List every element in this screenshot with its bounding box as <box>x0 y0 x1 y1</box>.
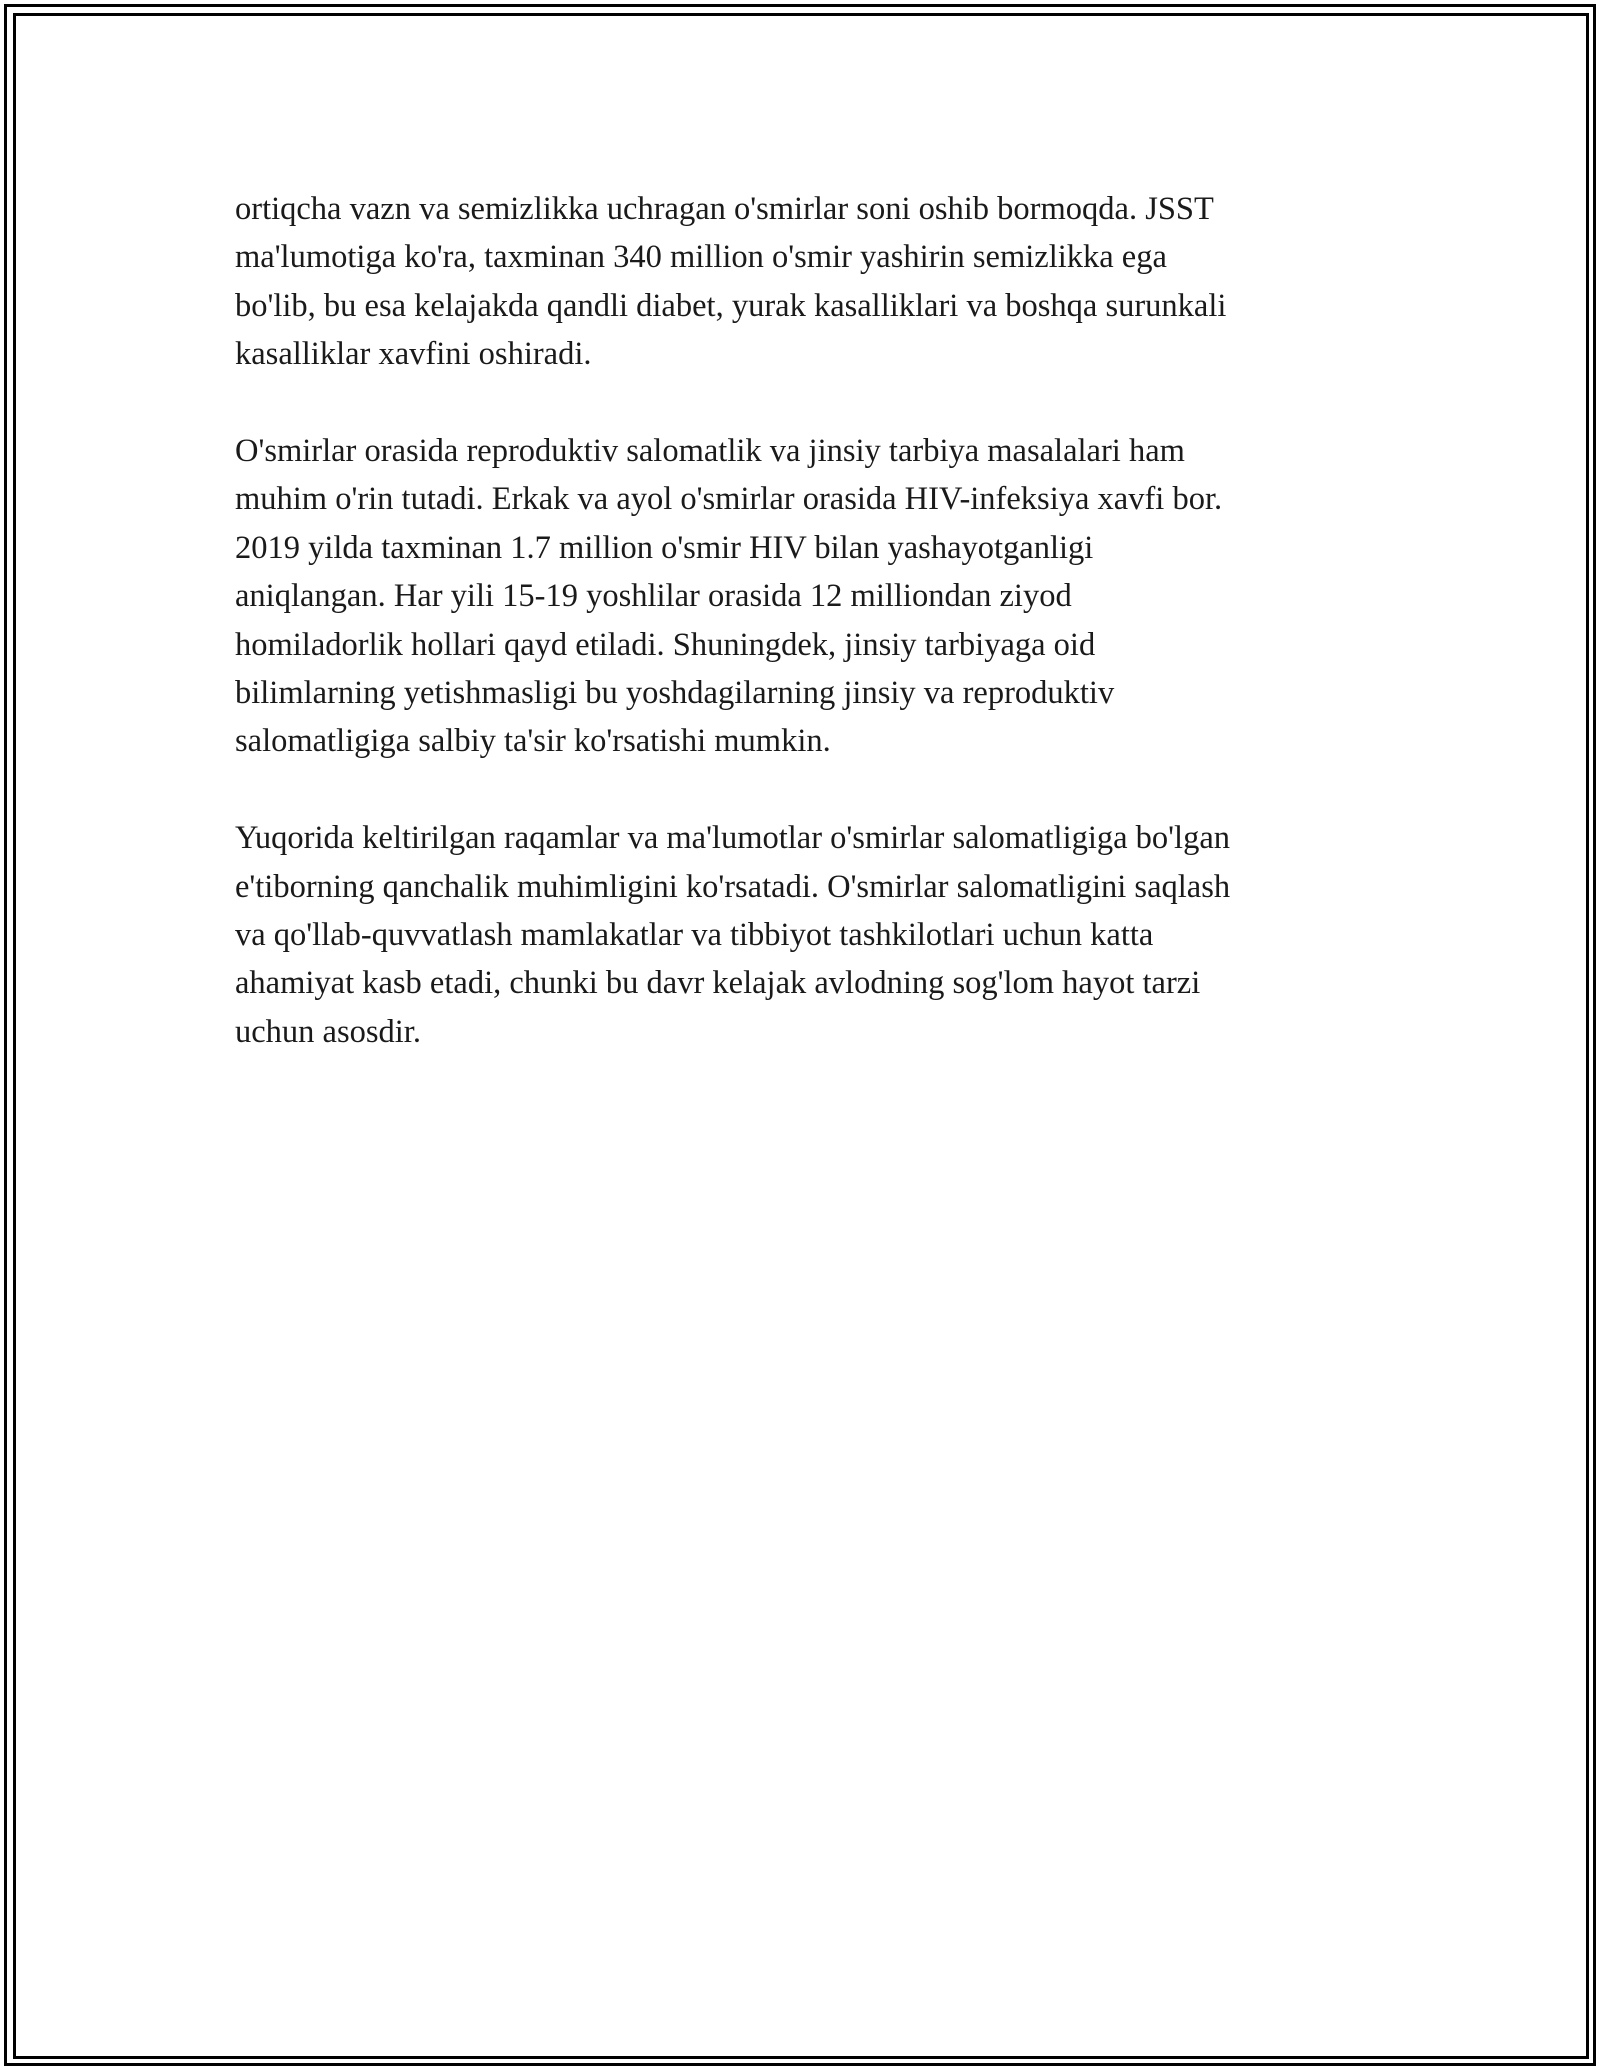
paragraph-obesity: ortiqcha vazn va semizlikka uchragan o'smirlar soni oshib bormoqda. JSST ma'lumotiga ko'ra, taxminan 340 million o'smir yashirin semizlikka ega bo'lib, bu esa kelajakda qandli diabet, yurak kasalliklari va boshqa surunkali kasalliklar xavfini oshiradi. <box>235 191 1227 373</box>
paragraph-reproductive-health: O'smirlar orasida reproduktiv salomatlik va jinsiy tarbiya masalalari ham muhim o'rin tutadi. Erkak va ayol o'smirlar orasida HIV-infeksiya xavfi bor. 2019 yilda taxminan 1.7 million o'smir HIV bilan yashayotganligi aniqlangan. Har yili 15-19 yoshlilar orasida 12 milliondan ziyod homiladorlik hollari qayd etiladi. Shuningdek, jinsiy tarbiyaga oid bilimlarning yetishmasligi bu yoshdagilarning jinsiy va reproduktiv salomatligiga salbiy ta'sir ko'rsatishi mumkin. <box>235 433 1223 760</box>
paragraph-conclusion: Yuqorida keltirilgan raqamlar va ma'lumotlar o'smirlar salomatligiga bo'lgan e'tiborning qanchalik muhimligini ko'rsatadi. O'smirlar salomatligini saqlash va qo'llab-quvvatlash mamlakatlar va tibbiyot tashkilotlari uchun katta ahamiyat kasb etadi, chunki bu davr kelajak avlodning sog'lom hayot tarzi uchun asosdir. <box>235 820 1231 1050</box>
document-body <box>235 185 1370 1105</box>
